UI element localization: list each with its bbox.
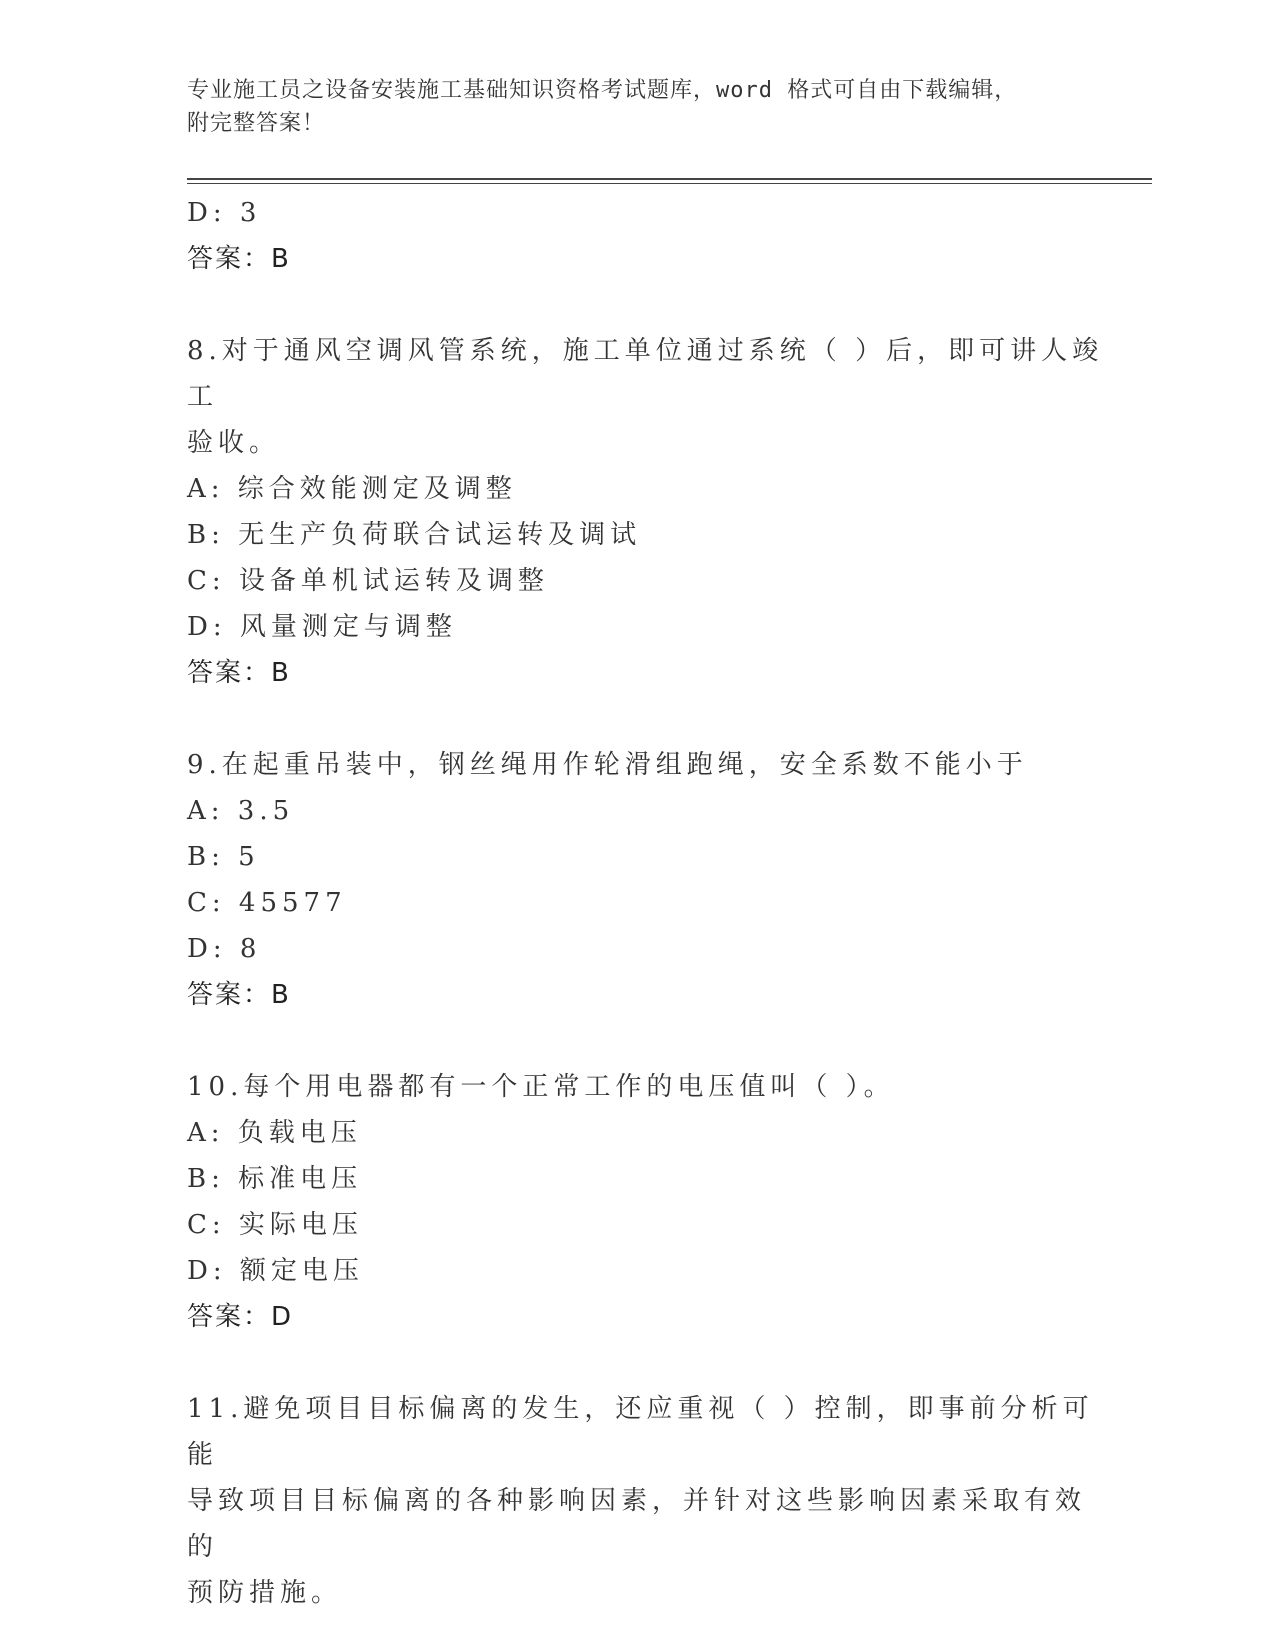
option-a: A: 3.5 [187, 796, 295, 826]
option-c: C: 45577 [187, 888, 347, 918]
header-divider-thin [187, 183, 1152, 184]
question-8 [187, 328, 1107, 696]
header-line-1: 专业施工员之设备安装施工基础知识资格考试题库，word 格式可自由下载编辑， [187, 78, 1018, 103]
option-b: B: 5 [187, 842, 260, 872]
question-stem-line: 11.避免项目目标偏离的发生，还应重视（ ）控制，即事前分析可能 [187, 1394, 1094, 1470]
header-line-2: 附完整答案！ [187, 111, 326, 136]
answer-line: 答案：B [187, 244, 291, 274]
question-stem-line: 验收。 [187, 428, 281, 458]
option-d: D: 风量测定与调整 [187, 612, 457, 642]
option-d: D: 3 [187, 198, 262, 228]
question-stem-line: 导致项目目标偏离的各种影响因素，并针对这些影响因素采取有效的 [187, 1486, 1087, 1562]
option-b: B: 无生产负荷联合试运转及调试 [187, 520, 642, 550]
option-a: A: 综合效能测定及调整 [187, 474, 517, 504]
document-header [187, 74, 1067, 140]
question-list [187, 190, 1107, 1616]
question-10 [187, 1064, 1107, 1340]
option-d: D: 8 [187, 934, 262, 964]
option-a: A: 负载电压 [187, 1118, 362, 1148]
header-divider-thick [187, 178, 1152, 180]
question-stem-line: 9.在起重吊装中，钢丝绳用作轮滑组跑绳，安全系数不能小于 [187, 750, 1028, 780]
question-stem-line: 10.每个用电器都有一个正常工作的电压值叫（ ）。 [187, 1072, 895, 1102]
answer-line: 答案：B [187, 980, 291, 1010]
option-c: C: 实际电压 [187, 1210, 363, 1240]
option-d: D: 额定电压 [187, 1256, 364, 1286]
question-9 [187, 742, 1107, 1018]
question-11 [187, 1386, 1107, 1616]
answer-line: 答案：B [187, 658, 291, 688]
question-stem-line: 预防措施。 [187, 1578, 343, 1608]
answer-line: 答案：D [187, 1302, 294, 1332]
option-c: C: 设备单机试运转及调整 [187, 566, 549, 596]
option-b: B: 标准电压 [187, 1164, 363, 1194]
question-stem-line: 8.对于通风空调风管系统，施工单位通过系统（ ）后，即可讲人竣工 [187, 336, 1104, 412]
previous-question-tail [187, 190, 1107, 282]
